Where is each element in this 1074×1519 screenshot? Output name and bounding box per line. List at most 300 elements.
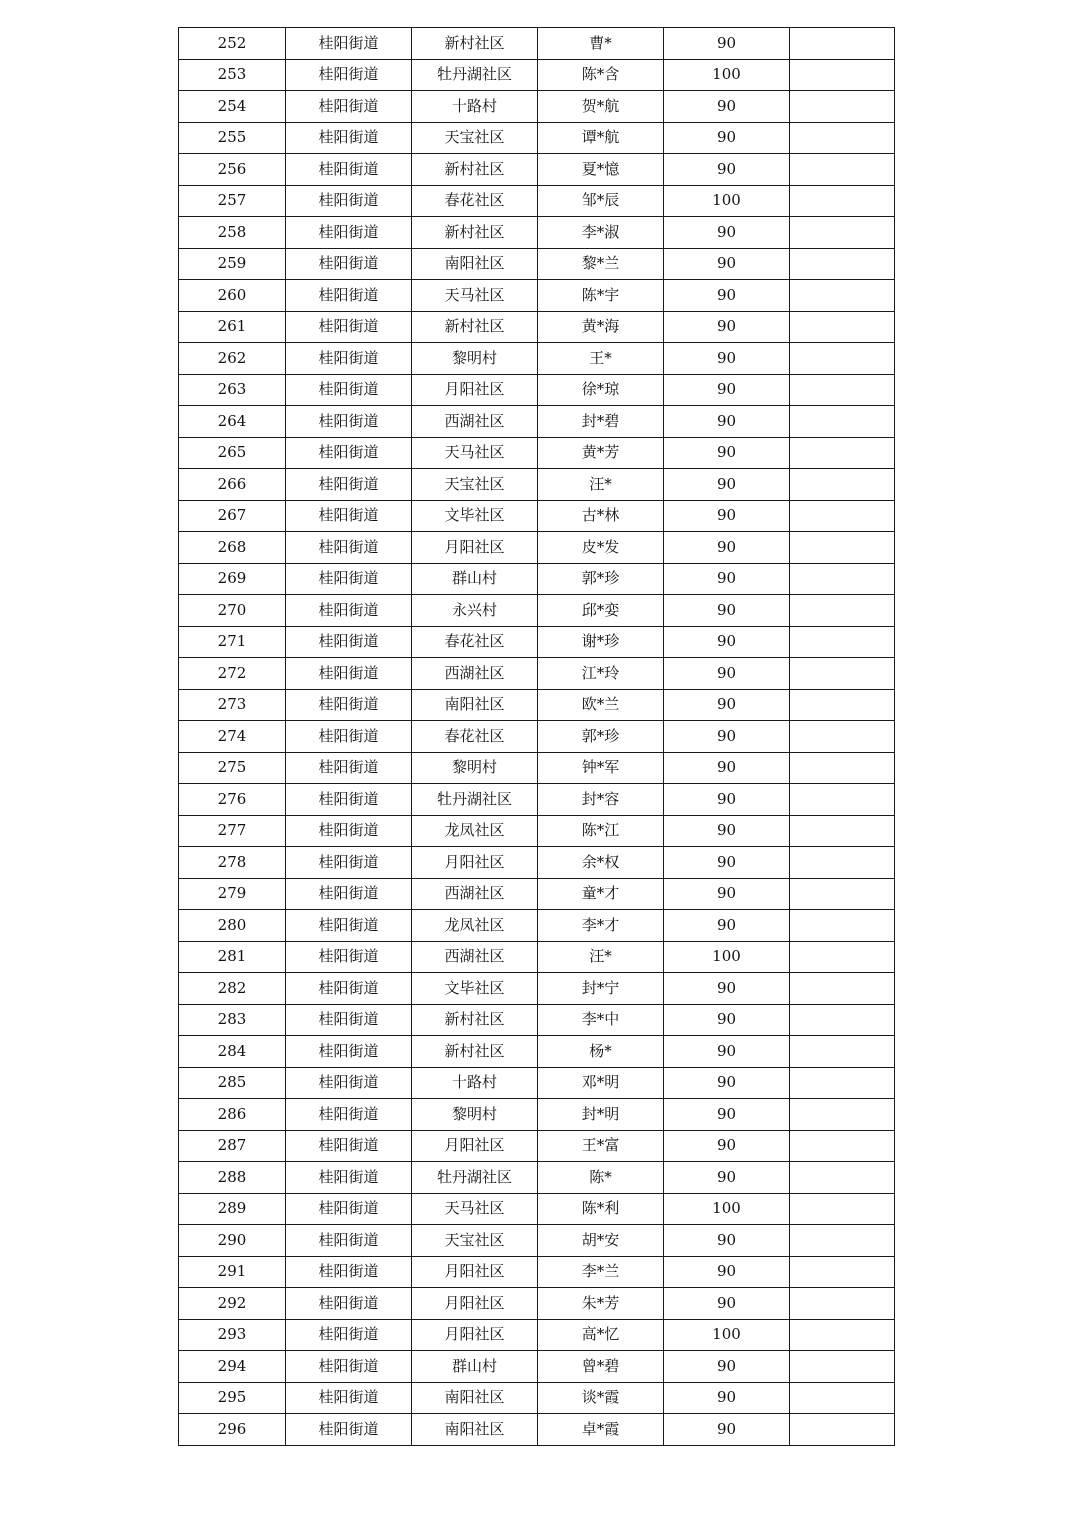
- remark-cell: [790, 973, 895, 1005]
- score-cell: 90: [664, 28, 790, 60]
- table-row: [179, 406, 895, 438]
- row-number-cell: 270: [179, 595, 286, 627]
- name-cell: 汪*: [538, 941, 664, 973]
- name-cell: 朱*芳: [538, 1288, 664, 1320]
- community-cell: 天宝社区: [412, 1225, 538, 1257]
- row-number-cell: 291: [179, 1256, 286, 1288]
- remark-cell: [790, 122, 895, 154]
- community-cell: 春花社区: [412, 626, 538, 658]
- street-cell: 桂阳街道: [286, 847, 412, 879]
- street-cell: 桂阳街道: [286, 280, 412, 312]
- score-cell: 90: [664, 1130, 790, 1162]
- table-row: [179, 689, 895, 721]
- score-cell: 90: [664, 1414, 790, 1446]
- score-cell: 90: [664, 532, 790, 564]
- community-cell: 南阳社区: [412, 1414, 538, 1446]
- community-cell: 黎明村: [412, 752, 538, 784]
- community-cell: 黎明村: [412, 1099, 538, 1131]
- score-cell: 90: [664, 437, 790, 469]
- street-cell: 桂阳街道: [286, 1414, 412, 1446]
- score-cell: 90: [664, 122, 790, 154]
- name-cell: 谢*珍: [538, 626, 664, 658]
- table-row: [179, 28, 895, 60]
- table-row: [179, 1288, 895, 1320]
- roster-table: [178, 27, 895, 1446]
- score-cell: 90: [664, 1067, 790, 1099]
- table-row: [179, 878, 895, 910]
- street-cell: 桂阳街道: [286, 595, 412, 627]
- name-cell: 江*玲: [538, 658, 664, 690]
- community-cell: 新村社区: [412, 311, 538, 343]
- name-cell: 黎*兰: [538, 248, 664, 280]
- row-number-cell: 275: [179, 752, 286, 784]
- roster-table-body: [179, 28, 895, 1446]
- name-cell: 王*富: [538, 1130, 664, 1162]
- row-number-cell: 293: [179, 1319, 286, 1351]
- name-cell: 古*林: [538, 500, 664, 532]
- score-cell: 90: [664, 154, 790, 186]
- street-cell: 桂阳街道: [286, 1162, 412, 1194]
- table-row: [179, 1256, 895, 1288]
- name-cell: 陈*利: [538, 1193, 664, 1225]
- remark-cell: [790, 784, 895, 816]
- score-cell: 90: [664, 752, 790, 784]
- community-cell: 牡丹湖社区: [412, 784, 538, 816]
- table-row: [179, 847, 895, 879]
- score-cell: 90: [664, 406, 790, 438]
- table-row: [179, 784, 895, 816]
- street-cell: 桂阳街道: [286, 1225, 412, 1257]
- remark-cell: [790, 1319, 895, 1351]
- table-row: [179, 721, 895, 753]
- table-row: [179, 1130, 895, 1162]
- score-cell: 90: [664, 1256, 790, 1288]
- remark-cell: [790, 595, 895, 627]
- community-cell: 月阳社区: [412, 1256, 538, 1288]
- name-cell: 陈*含: [538, 59, 664, 91]
- score-cell: 90: [664, 689, 790, 721]
- remark-cell: [790, 1351, 895, 1383]
- remark-cell: [790, 1256, 895, 1288]
- community-cell: 新村社区: [412, 217, 538, 249]
- community-cell: 西湖社区: [412, 658, 538, 690]
- name-cell: 谈*霞: [538, 1382, 664, 1414]
- street-cell: 桂阳街道: [286, 500, 412, 532]
- remark-cell: [790, 1036, 895, 1068]
- street-cell: 桂阳街道: [286, 59, 412, 91]
- row-number-cell: 254: [179, 91, 286, 123]
- community-cell: 龙凤社区: [412, 910, 538, 942]
- score-cell: 90: [664, 595, 790, 627]
- community-cell: 南阳社区: [412, 689, 538, 721]
- remark-cell: [790, 847, 895, 879]
- row-number-cell: 258: [179, 217, 286, 249]
- row-number-cell: 274: [179, 721, 286, 753]
- score-cell: 90: [664, 500, 790, 532]
- score-cell: 90: [664, 1351, 790, 1383]
- street-cell: 桂阳街道: [286, 910, 412, 942]
- street-cell: 桂阳街道: [286, 1004, 412, 1036]
- row-number-cell: 271: [179, 626, 286, 658]
- name-cell: 钟*军: [538, 752, 664, 784]
- community-cell: 龙凤社区: [412, 815, 538, 847]
- street-cell: 桂阳街道: [286, 469, 412, 501]
- remark-cell: [790, 1099, 895, 1131]
- row-number-cell: 286: [179, 1099, 286, 1131]
- name-cell: 李*淑: [538, 217, 664, 249]
- row-number-cell: 262: [179, 343, 286, 375]
- row-number-cell: 283: [179, 1004, 286, 1036]
- row-number-cell: 267: [179, 500, 286, 532]
- street-cell: 桂阳街道: [286, 28, 412, 60]
- score-cell: 90: [664, 343, 790, 375]
- name-cell: 封*碧: [538, 406, 664, 438]
- community-cell: 月阳社区: [412, 374, 538, 406]
- street-cell: 桂阳街道: [286, 532, 412, 564]
- table-row: [179, 752, 895, 784]
- remark-cell: [790, 1162, 895, 1194]
- name-cell: 封*明: [538, 1099, 664, 1131]
- row-number-cell: 272: [179, 658, 286, 690]
- row-number-cell: 284: [179, 1036, 286, 1068]
- street-cell: 桂阳街道: [286, 374, 412, 406]
- table-row: [179, 1004, 895, 1036]
- score-cell: 90: [664, 658, 790, 690]
- street-cell: 桂阳街道: [286, 815, 412, 847]
- score-cell: 90: [664, 563, 790, 595]
- community-cell: 天马社区: [412, 437, 538, 469]
- street-cell: 桂阳街道: [286, 437, 412, 469]
- street-cell: 桂阳街道: [286, 878, 412, 910]
- table-row: [179, 1414, 895, 1446]
- street-cell: 桂阳街道: [286, 122, 412, 154]
- row-number-cell: 252: [179, 28, 286, 60]
- community-cell: 西湖社区: [412, 878, 538, 910]
- remark-cell: [790, 815, 895, 847]
- name-cell: 黄*海: [538, 311, 664, 343]
- street-cell: 桂阳街道: [286, 248, 412, 280]
- name-cell: 黄*芳: [538, 437, 664, 469]
- community-cell: 牡丹湖社区: [412, 59, 538, 91]
- community-cell: 西湖社区: [412, 941, 538, 973]
- score-cell: 90: [664, 280, 790, 312]
- score-cell: 100: [664, 1193, 790, 1225]
- remark-cell: [790, 752, 895, 784]
- table-row: [179, 343, 895, 375]
- table-row: [179, 626, 895, 658]
- name-cell: 夏*憶: [538, 154, 664, 186]
- row-number-cell: 285: [179, 1067, 286, 1099]
- score-cell: 90: [664, 1036, 790, 1068]
- community-cell: 天宝社区: [412, 122, 538, 154]
- community-cell: 南阳社区: [412, 1382, 538, 1414]
- table-row: [179, 1162, 895, 1194]
- street-cell: 桂阳街道: [286, 973, 412, 1005]
- name-cell: 欧*兰: [538, 689, 664, 721]
- score-cell: 90: [664, 248, 790, 280]
- remark-cell: [790, 878, 895, 910]
- community-cell: 新村社区: [412, 154, 538, 186]
- table-row: [179, 311, 895, 343]
- community-cell: 春花社区: [412, 721, 538, 753]
- remark-cell: [790, 248, 895, 280]
- table-row: [179, 595, 895, 627]
- name-cell: 郭*珍: [538, 563, 664, 595]
- row-number-cell: 279: [179, 878, 286, 910]
- community-cell: 牡丹湖社区: [412, 1162, 538, 1194]
- name-cell: 童*才: [538, 878, 664, 910]
- remark-cell: [790, 217, 895, 249]
- score-cell: 90: [664, 311, 790, 343]
- row-number-cell: 288: [179, 1162, 286, 1194]
- name-cell: 徐*琼: [538, 374, 664, 406]
- remark-cell: [790, 374, 895, 406]
- community-cell: 新村社区: [412, 28, 538, 60]
- score-cell: 90: [664, 1099, 790, 1131]
- community-cell: 天马社区: [412, 280, 538, 312]
- remark-cell: [790, 941, 895, 973]
- table-row: [179, 185, 895, 217]
- name-cell: 封*容: [538, 784, 664, 816]
- table-row: [179, 1319, 895, 1351]
- street-cell: 桂阳街道: [286, 311, 412, 343]
- table-row: [179, 563, 895, 595]
- street-cell: 桂阳街道: [286, 91, 412, 123]
- community-cell: 月阳社区: [412, 1319, 538, 1351]
- row-number-cell: 264: [179, 406, 286, 438]
- score-cell: 90: [664, 1382, 790, 1414]
- name-cell: 邱*娈: [538, 595, 664, 627]
- street-cell: 桂阳街道: [286, 1319, 412, 1351]
- street-cell: 桂阳街道: [286, 343, 412, 375]
- street-cell: 桂阳街道: [286, 752, 412, 784]
- street-cell: 桂阳街道: [286, 1036, 412, 1068]
- score-cell: 90: [664, 973, 790, 1005]
- table-row: [179, 154, 895, 186]
- score-cell: 90: [664, 626, 790, 658]
- name-cell: 陈*宇: [538, 280, 664, 312]
- row-number-cell: 294: [179, 1351, 286, 1383]
- street-cell: 桂阳街道: [286, 1099, 412, 1131]
- score-cell: 90: [664, 878, 790, 910]
- row-number-cell: 268: [179, 532, 286, 564]
- name-cell: 贺*航: [538, 91, 664, 123]
- name-cell: 封*宁: [538, 973, 664, 1005]
- table-row: [179, 91, 895, 123]
- street-cell: 桂阳街道: [286, 217, 412, 249]
- community-cell: 月阳社区: [412, 847, 538, 879]
- score-cell: 100: [664, 1319, 790, 1351]
- row-number-cell: 263: [179, 374, 286, 406]
- name-cell: 余*权: [538, 847, 664, 879]
- name-cell: 胡*安: [538, 1225, 664, 1257]
- remark-cell: [790, 658, 895, 690]
- remark-cell: [790, 626, 895, 658]
- community-cell: 月阳社区: [412, 1288, 538, 1320]
- name-cell: 郭*珍: [538, 721, 664, 753]
- row-number-cell: 290: [179, 1225, 286, 1257]
- row-number-cell: 273: [179, 689, 286, 721]
- name-cell: 曹*: [538, 28, 664, 60]
- row-number-cell: 276: [179, 784, 286, 816]
- name-cell: 邓*明: [538, 1067, 664, 1099]
- street-cell: 桂阳街道: [286, 1193, 412, 1225]
- row-number-cell: 295: [179, 1382, 286, 1414]
- community-cell: 黎明村: [412, 343, 538, 375]
- table-row: [179, 469, 895, 501]
- remark-cell: [790, 91, 895, 123]
- remark-cell: [790, 1225, 895, 1257]
- score-cell: 90: [664, 784, 790, 816]
- remark-cell: [790, 59, 895, 91]
- row-number-cell: 260: [179, 280, 286, 312]
- row-number-cell: 296: [179, 1414, 286, 1446]
- name-cell: 高*忆: [538, 1319, 664, 1351]
- table-row: [179, 1067, 895, 1099]
- row-number-cell: 255: [179, 122, 286, 154]
- street-cell: 桂阳街道: [286, 185, 412, 217]
- table-row: [179, 1382, 895, 1414]
- score-cell: 100: [664, 941, 790, 973]
- score-cell: 90: [664, 910, 790, 942]
- name-cell: 卓*霞: [538, 1414, 664, 1446]
- score-cell: 90: [664, 1225, 790, 1257]
- remark-cell: [790, 343, 895, 375]
- community-cell: 新村社区: [412, 1036, 538, 1068]
- name-cell: 王*: [538, 343, 664, 375]
- street-cell: 桂阳街道: [286, 1067, 412, 1099]
- remark-cell: [790, 1414, 895, 1446]
- name-cell: 曾*碧: [538, 1351, 664, 1383]
- community-cell: 南阳社区: [412, 248, 538, 280]
- name-cell: 李*才: [538, 910, 664, 942]
- street-cell: 桂阳街道: [286, 784, 412, 816]
- remark-cell: [790, 406, 895, 438]
- name-cell: 陈*江: [538, 815, 664, 847]
- name-cell: 陈*: [538, 1162, 664, 1194]
- remark-cell: [790, 311, 895, 343]
- table-row: [179, 1225, 895, 1257]
- row-number-cell: 280: [179, 910, 286, 942]
- row-number-cell: 256: [179, 154, 286, 186]
- row-number-cell: 259: [179, 248, 286, 280]
- table-row: [179, 217, 895, 249]
- table-row: [179, 941, 895, 973]
- remark-cell: [790, 185, 895, 217]
- street-cell: 桂阳街道: [286, 1130, 412, 1162]
- remark-cell: [790, 532, 895, 564]
- table-row: [179, 1351, 895, 1383]
- row-number-cell: 269: [179, 563, 286, 595]
- name-cell: 邹*辰: [538, 185, 664, 217]
- community-cell: 群山村: [412, 1351, 538, 1383]
- table-row: [179, 1193, 895, 1225]
- score-cell: 100: [664, 59, 790, 91]
- community-cell: 十路村: [412, 1067, 538, 1099]
- table-row: [179, 532, 895, 564]
- score-cell: 90: [664, 374, 790, 406]
- score-cell: 90: [664, 815, 790, 847]
- name-cell: 李*中: [538, 1004, 664, 1036]
- score-cell: 90: [664, 1004, 790, 1036]
- community-cell: 春花社区: [412, 185, 538, 217]
- remark-cell: [790, 500, 895, 532]
- score-cell: 90: [664, 847, 790, 879]
- remark-cell: [790, 721, 895, 753]
- remark-cell: [790, 1130, 895, 1162]
- community-cell: 文毕社区: [412, 973, 538, 1005]
- community-cell: 月阳社区: [412, 532, 538, 564]
- community-cell: 十路村: [412, 91, 538, 123]
- remark-cell: [790, 437, 895, 469]
- row-number-cell: 277: [179, 815, 286, 847]
- street-cell: 桂阳街道: [286, 406, 412, 438]
- row-number-cell: 287: [179, 1130, 286, 1162]
- table-row: [179, 1036, 895, 1068]
- score-cell: 90: [664, 1288, 790, 1320]
- table-row: [179, 1099, 895, 1131]
- table-row: [179, 910, 895, 942]
- remark-cell: [790, 689, 895, 721]
- score-cell: 90: [664, 217, 790, 249]
- row-number-cell: 253: [179, 59, 286, 91]
- row-number-cell: 265: [179, 437, 286, 469]
- remark-cell: [790, 1288, 895, 1320]
- score-cell: 90: [664, 1162, 790, 1194]
- remark-cell: [790, 1193, 895, 1225]
- community-cell: 天宝社区: [412, 469, 538, 501]
- street-cell: 桂阳街道: [286, 658, 412, 690]
- score-cell: 90: [664, 721, 790, 753]
- street-cell: 桂阳街道: [286, 721, 412, 753]
- row-number-cell: 266: [179, 469, 286, 501]
- row-number-cell: 281: [179, 941, 286, 973]
- score-cell: 90: [664, 91, 790, 123]
- name-cell: 谭*航: [538, 122, 664, 154]
- name-cell: 杨*: [538, 1036, 664, 1068]
- table-row: [179, 122, 895, 154]
- remark-cell: [790, 280, 895, 312]
- street-cell: 桂阳街道: [286, 941, 412, 973]
- community-cell: 西湖社区: [412, 406, 538, 438]
- row-number-cell: 282: [179, 973, 286, 1005]
- community-cell: 天马社区: [412, 1193, 538, 1225]
- remark-cell: [790, 563, 895, 595]
- street-cell: 桂阳街道: [286, 563, 412, 595]
- table-row: [179, 248, 895, 280]
- street-cell: 桂阳街道: [286, 1351, 412, 1383]
- street-cell: 桂阳街道: [286, 1288, 412, 1320]
- table-row: [179, 374, 895, 406]
- community-cell: 月阳社区: [412, 1130, 538, 1162]
- community-cell: 永兴村: [412, 595, 538, 627]
- remark-cell: [790, 28, 895, 60]
- street-cell: 桂阳街道: [286, 1382, 412, 1414]
- table-row: [179, 815, 895, 847]
- name-cell: 李*兰: [538, 1256, 664, 1288]
- remark-cell: [790, 910, 895, 942]
- community-cell: 文毕社区: [412, 500, 538, 532]
- table-row: [179, 437, 895, 469]
- row-number-cell: 278: [179, 847, 286, 879]
- street-cell: 桂阳街道: [286, 689, 412, 721]
- remark-cell: [790, 469, 895, 501]
- street-cell: 桂阳街道: [286, 154, 412, 186]
- remark-cell: [790, 1382, 895, 1414]
- name-cell: 汪*: [538, 469, 664, 501]
- community-cell: 新村社区: [412, 1004, 538, 1036]
- score-cell: 90: [664, 469, 790, 501]
